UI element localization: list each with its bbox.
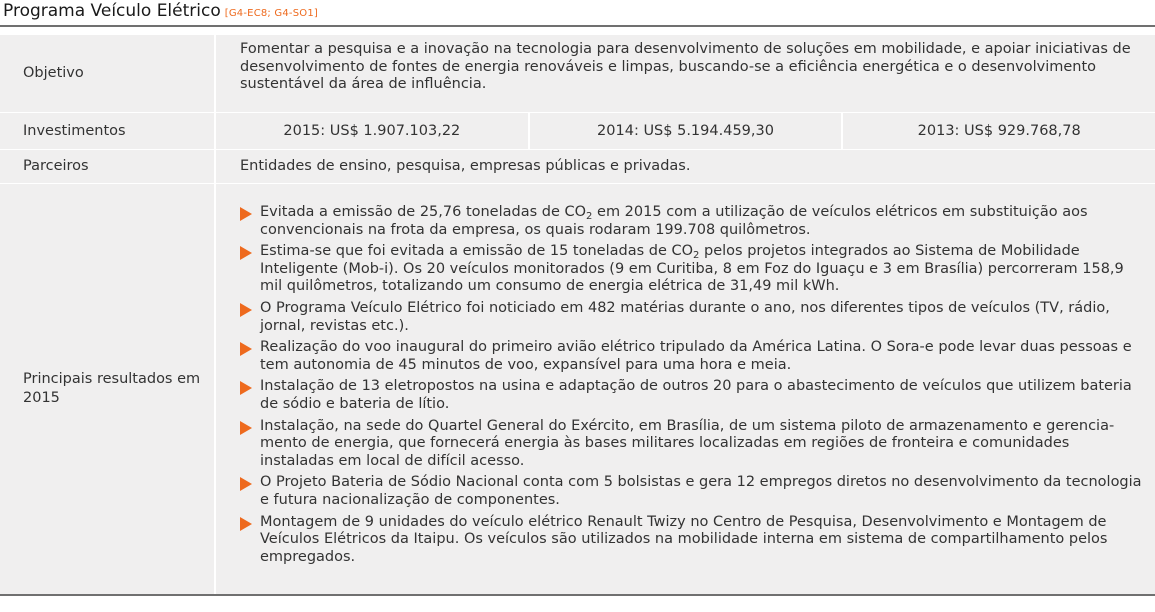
row-resultados	[0, 184, 1155, 594]
label-resultados: Principais resultados em 2015	[23, 371, 201, 406]
list-item: O Programa Veículo Elétrico foi noticiado em 482 matérias durante o ano, nos diferentes tipos de veículos (TV, rádio, jornal, revistas etc.).	[238, 300, 1147, 335]
page-title	[3, 0, 318, 24]
row-parceiros	[0, 150, 1155, 183]
list-item: O Projeto Bateria de Sódio Nacional conta com 5 bolsistas e gera 12 empregos diretos no desenvolvimento da tecnologia e futura nacionalização de componentes.	[238, 474, 1147, 509]
list-item: Estima-se que foi evitada a emissão de 15 toneladas de $CO_2$ pelos projetos integrados ao Sistema de Mobilidade Inteligente (Mob-i). Os 20 veículos monitorados (9 em Curitiba, 8 em Foz do Iguaçu e 3 em Brasília) percorreram 158,9 mil quilômetros, totalizando um consumo de energia elétrica de 31,49 mil kWh.	[238, 243, 1147, 296]
row-investimentos	[0, 113, 1155, 149]
column-divider	[214, 150, 216, 183]
title-text: Programa Veículo Elétrico	[3, 1, 221, 21]
triangle-right-icon	[240, 342, 252, 356]
label-objetivo: Objetivo	[23, 65, 84, 81]
investment-2014: 2014: US$ 5.194.459,30	[528, 113, 842, 149]
list-item: Montagem de 9 unidades do veículo elétrico Renault Twizy no Centro de Pesquisa, Desenvolvimento e Montagem de Veículos Elétricos da Itaipu. Os veículos são utilizados na mobilidade interna em sistema de compartilhamento pelos empregados.	[238, 514, 1147, 567]
triangle-right-icon	[240, 421, 252, 435]
triangle-right-icon	[240, 477, 252, 491]
list-item: Instalação de 13 eletropostos na usina e adaptação de outros 20 para o abastecimento de veículos que utilizem bateria de sódio e bateria de lítio.	[238, 378, 1147, 413]
row-objetivo	[0, 35, 1155, 112]
list-item: Evitada a emissão de 25,76 toneladas de $CO_2$ em 2015 com a utilização de veículos elétricos em substituição aos convencionais na frota da empresa, os quais rodaram 199.708 quilômetros.	[238, 204, 1147, 239]
triangle-right-icon	[240, 207, 252, 221]
gri-reference: [G4-EC8; G4-SO1]	[224, 8, 318, 19]
bottom-rule	[0, 594, 1155, 596]
triangle-right-icon	[240, 246, 252, 260]
list-item: Instalação, na sede do Quartel General do Exército, em Brasília, de um sistema piloto de armazenamento e gerencia-mento de energia, que fornecerá energia às bases militares localizadas em regiões de fronteira e comunidades instaladas em local de difícil acesso.	[238, 418, 1147, 471]
triangle-right-icon	[240, 303, 252, 317]
investment-values	[216, 113, 1155, 149]
investment-2015: 2015: US$ 1.907.103,22	[283, 123, 461, 139]
list-item: Realização do voo inaugural do primeiro avião elétrico tripulado da América Latina. O Sora-e pode levar duas pessoas e tem autonomia de 45 minutos de voo, expansível para uma hora e meia.	[238, 339, 1147, 374]
parceiros-text: Entidades de ensino, pesquisa, empresas públicas e privadas.	[240, 157, 691, 174]
investment-2013: 2013: US$ 929.768,78	[841, 113, 1155, 149]
triangle-right-icon	[240, 381, 252, 395]
triangle-right-icon	[240, 517, 252, 531]
label-parceiros: Parceiros	[23, 158, 89, 174]
top-rule	[0, 25, 1155, 27]
results-list	[238, 204, 1147, 570]
label-investimentos: Investimentos	[23, 122, 126, 139]
column-divider	[214, 184, 216, 594]
column-divider	[214, 35, 216, 112]
objetivo-text: Fomentar a pesquisa e a inovação na tecnologia para desenvolvimento de soluções em mobilidade, e apoiar iniciativas de desenvolvimento de fontes de energia renováveis e limpas, buscando-se a eficiência energética e o desenvolvimento sustentável da área de influência.	[240, 41, 1131, 93]
